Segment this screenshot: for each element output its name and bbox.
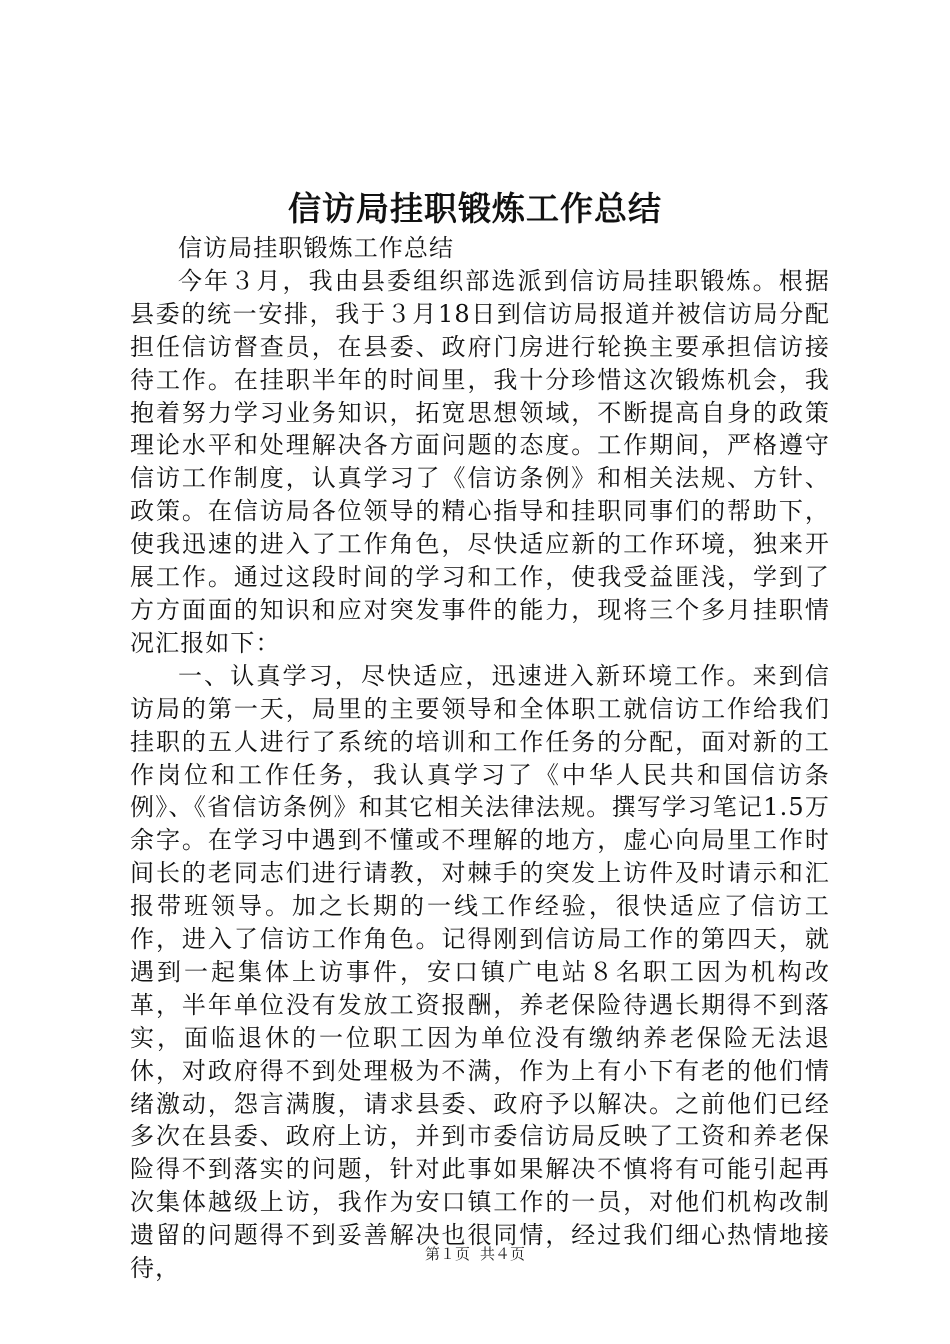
section-one-paragraph: 一、认真学习，尽快适应，迅速进入新环境工作。来到信访局的第一天，局里的主要领导和全体职工就信访工作给我们挂职的五人进行了系统的培训和工作任务的分配，面对新的工作岗位和工作任务，我认真学习了《中华人民共和国信访条例》、《省信访条例》和其它相关法律法规。撰写学习笔记1.5万余字。在学习中遇到不懂或不理解的地方，虚心向局里工作时间长的老同志们进行请教，对棘手的突发上访件及时请示和汇报带班领导。加之长期的一线工作经验，很快适应了信访工作，进入了信访工作角色。记得刚到信访局工作的第四天，就遇到一起集体上访事件，安口镇广电站８名职工因为机构改革，半年单位没有发放工资报酬，养老保险待遇长期得不到落实，面临退休的一位职工因为单位没有缴纳养老保险无法退休，对政府得不到处理极为不满，作为上有小下有老的他们情绪激动，怨言满腹，请求县委、政府予以解决。之前他们已经多次在县委、政府上访，并到市委信访局反映了工资和养老保险得不到落实的问题，针对此事如果解决不慎将有可能引起再次集体越级上访，我作为安口镇工作的一员，对他们机构改制遗留的问题得不到妥善解决也很同情，经过我们细心热情地接待， (130, 661, 830, 1283)
document-title: 信访局挂职锻炼工作总结 (288, 189, 662, 228)
page-footer (0, 1244, 950, 1264)
page-number: 第１页 (424, 1245, 470, 1263)
document-body (130, 232, 830, 1285)
page-total: 共４页 (480, 1245, 526, 1263)
intro-paragraph: 今年３月，我由县委组织部选派到信访局挂职锻炼。根据县委的统一安排，我于３月18日到信访局报道并被信访局分配担任信访督查员，在县委、政府门房进行轮换主要承担信访接待工作。在挂职半年的时间里，我十分珍惜这次锻炼机会，我抱着努力学习业务知识，拓宽思想领域，不断提高自身的政策理论水平和处理解决各方面问题的态度。工作期间，严格遵守信访工作制度，认真学习了《信访条例》和相关法规、方针、政策。在信访局各位领导的精心指导和挂职同事们的帮助下，使我迅速的进入了工作角色，尽快适应新的工作环境，独来开展工作。通过这段时间的学习和工作，使我受益匪浅，学到了方方面面的知识和应对突发事件的能力，现将三个多月挂职情况汇报如下： (130, 266, 830, 657)
subtitle-paragraph: 信访局挂职锻炼工作总结 (178, 234, 455, 262)
